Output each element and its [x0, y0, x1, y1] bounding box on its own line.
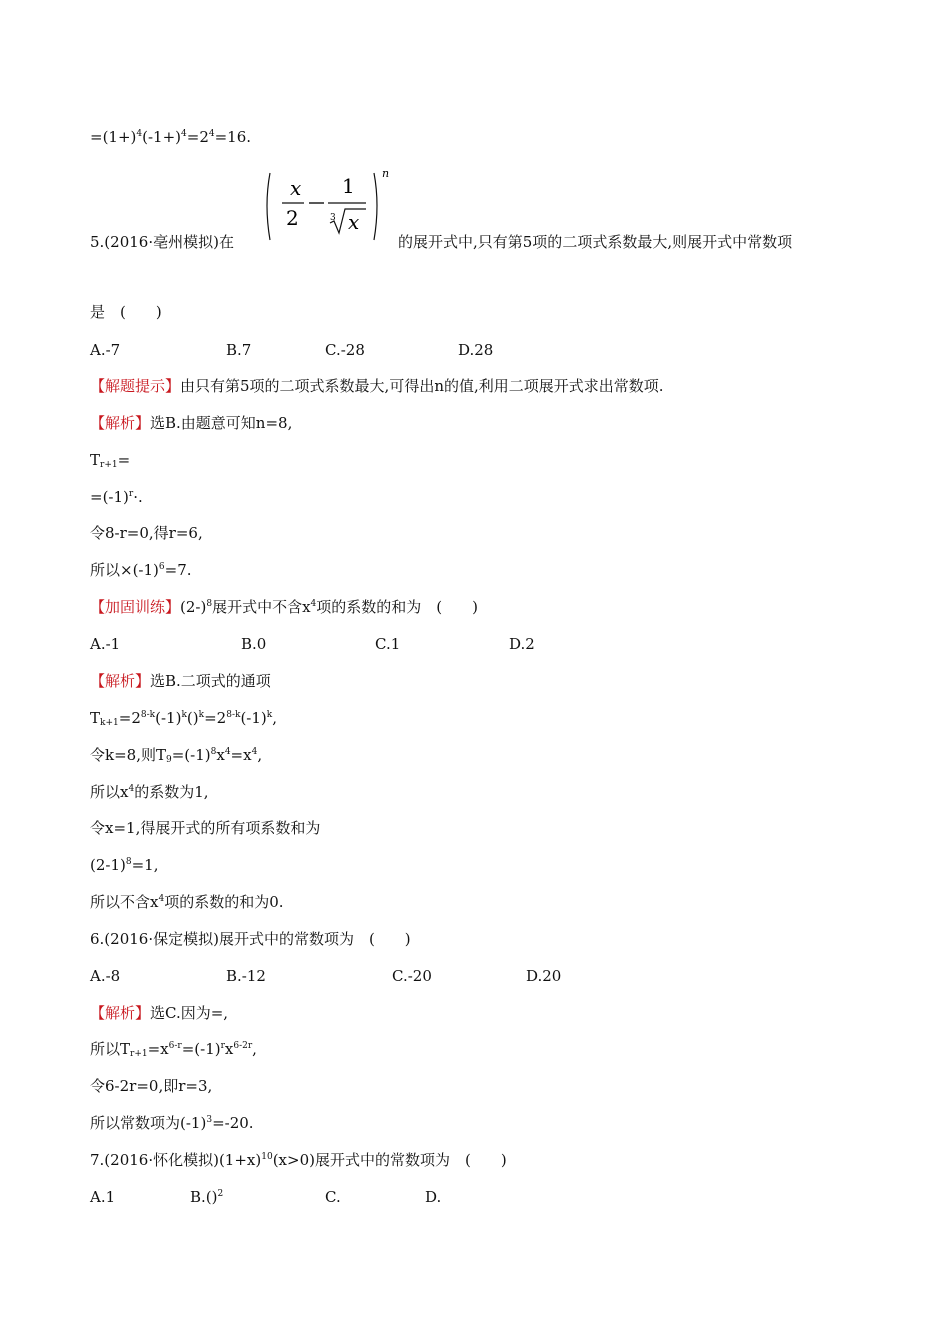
left-paren — [267, 173, 270, 240]
q7-option-d: D. — [425, 1188, 442, 1206]
hint-tag: 【解题提示】 — [90, 377, 181, 395]
frac2-num: 1 — [342, 174, 355, 198]
option-a: A.-7 — [90, 341, 121, 359]
q6-option-d: D.20 — [526, 967, 562, 985]
frac1-den: 2 — [286, 206, 299, 230]
binomial-formula — [262, 165, 392, 245]
solution-5-line1: 【解析】选B.由题意可知n=8, — [90, 414, 293, 432]
q6-option-a: A.-8 — [90, 967, 121, 985]
hint-line: 【解题提示】由只有第5项的二项式系数最大,可得出n的值,利用二项展开式求出常数项. — [90, 377, 664, 395]
solution-6-line3: 令6-2r=0,即r=3, — [90, 1077, 213, 1095]
solution-tag: 【解析】 — [90, 672, 151, 690]
solution-5-line4: 令8-r=0,得r=6, — [90, 524, 203, 542]
solution-5-line5: 所以$\times(-1)^6=7$. — [90, 561, 192, 579]
drill-option-b: B.0 — [241, 635, 267, 653]
question-7: 7.(2016·怀化模拟)$(1+x)^{10}(x>0)$展开式中的常数项为 ( ) — [90, 1151, 507, 1169]
q6-option-c: C.-20 — [392, 967, 432, 985]
radicand: x — [348, 210, 360, 234]
question-5-text: 的展开式中,只有第5项的二项式系数最大,则展开式中常数项 — [398, 233, 793, 251]
solution-5-line3: $=(-1)^r\cdot$. — [90, 488, 143, 506]
q7-option-a: A.1 — [90, 1188, 116, 1206]
right-paren — [374, 173, 377, 240]
drill-solution-line4: 所以$x^4$的系数为1, — [90, 783, 209, 801]
option-c: C.-28 — [325, 341, 365, 359]
drill-option-a: A.-1 — [90, 635, 121, 653]
solution-tag: 【解析】 — [90, 1004, 151, 1022]
solution-6-line1: 【解析】选C.因为=, — [90, 1004, 229, 1022]
q7-option-b: B.()$^2$ — [190, 1188, 224, 1206]
solution-6-line2: 所以$T_{r+1}=x^{6-r}=(-1)^rx^{6-2r}$, — [90, 1040, 257, 1059]
question-5-intro: 5.(2016·亳州模拟)在 — [90, 233, 234, 251]
solution-tag: 【解析】 — [90, 414, 151, 432]
prev-answer-line: $=(1+)^4(-1+)^4=2^4=16$. — [90, 128, 252, 146]
drill-solution-line7: 所以不含$x^4$项的系数的和为0. — [90, 893, 284, 911]
question-5-line2: 是 ( ) — [90, 303, 162, 321]
drill-solution-line1: 【解析】选B.二项式的通项 — [90, 672, 271, 690]
question-6: 6.(2016·保定模拟)展开式中的常数项为 ( ) — [90, 930, 411, 948]
drill-solution-line3: 令k=8,则$T_9=(-1)^8x^4=x^4$, — [90, 746, 263, 765]
drill-solution-line6: $(2-1)^8=1$, — [90, 856, 159, 874]
drill-solution-line2: $T_{k+1}=2^{8-k}(-1)^k()^k=2^{8-k}(-1)^k$, — [90, 709, 278, 728]
option-b: B.7 — [226, 341, 252, 359]
drill-option-d: D.2 — [509, 635, 535, 653]
drill-tag: 【加固训练】 — [90, 598, 181, 616]
option-d: D.28 — [458, 341, 494, 359]
drill-option-c: C.1 — [375, 635, 401, 653]
q7-option-c: C. — [325, 1188, 341, 1206]
q6-option-b: B.-12 — [226, 967, 266, 985]
solution-5-line2: $T_{r+1}=$ — [90, 451, 131, 470]
drill-question: 【加固训练】$(2-)^8$展开式中不含$x^4$项的系数的和为 ( ) — [90, 598, 478, 616]
solution-6-line4: 所以常数项为$(-1)^3=-20$. — [90, 1114, 254, 1132]
drill-solution-line5: 令x=1,得展开式的所有项系数和为 — [90, 819, 321, 837]
frac1-num: x — [290, 176, 302, 200]
power-n: n — [382, 167, 390, 180]
root-index: 3 — [330, 213, 336, 223]
